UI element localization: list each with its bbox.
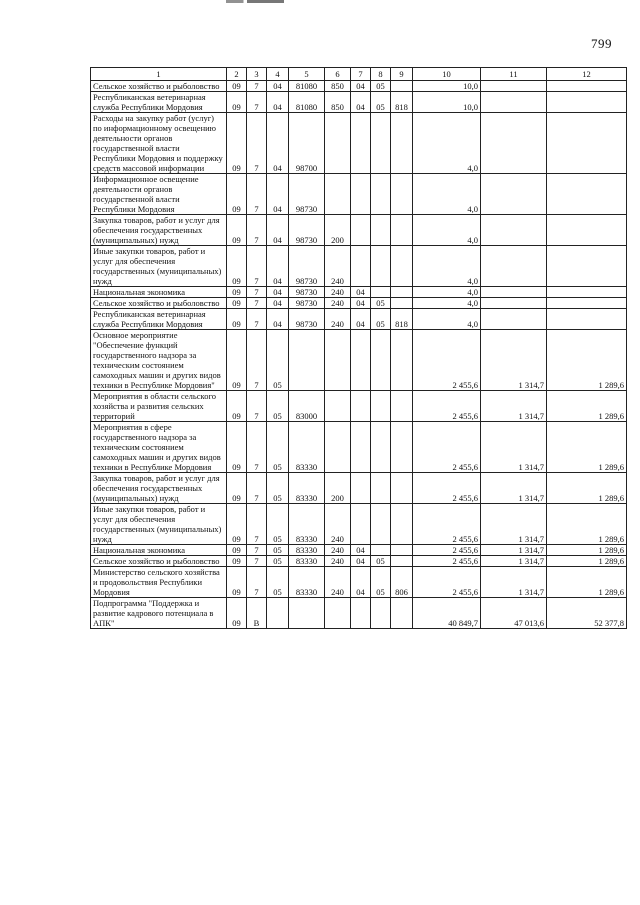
table-row xyxy=(91,298,627,309)
row-name-cell: Мероприятия в сфере государственного надзора за техническим состоянием самоходных машин и других видов техники в Республике Мордовия xyxy=(91,422,227,473)
row-value-cell: 200 xyxy=(325,473,351,504)
row-value-cell: 09 xyxy=(227,545,247,556)
row-value-cell: 83330 xyxy=(289,567,325,598)
row-name-cell: Подпрограмма "Поддержка и развитие кадрового потенциала в АПК" xyxy=(91,598,227,629)
row-value-cell xyxy=(371,113,391,174)
table-row xyxy=(91,81,627,92)
table-row xyxy=(91,174,627,215)
row-value-cell: 09 xyxy=(227,473,247,504)
col-header: 8 xyxy=(371,68,391,81)
row-value-cell xyxy=(351,504,371,545)
row-name-cell: Республиканская ветеринарная служба Республики Мордовия xyxy=(91,92,227,113)
row-value-cell: 05 xyxy=(267,330,289,391)
row-value-cell: 09 xyxy=(227,215,247,246)
row-value-cell: 05 xyxy=(267,504,289,545)
row-value-cell xyxy=(391,215,413,246)
row-value-cell xyxy=(371,598,391,629)
row-value-cell: 04 xyxy=(351,92,371,113)
row-value-cell: 818 xyxy=(391,309,413,330)
row-value-cell: 1 314,7 xyxy=(481,330,547,391)
row-value-cell: 4,0 xyxy=(413,287,481,298)
row-value-cell: 09 xyxy=(227,330,247,391)
row-value-cell: 240 xyxy=(325,567,351,598)
row-value-cell: 2 455,6 xyxy=(413,556,481,567)
row-value-cell: 04 xyxy=(351,545,371,556)
row-value-cell: 4,0 xyxy=(413,174,481,215)
row-value-cell xyxy=(351,391,371,422)
row-value-cell xyxy=(371,545,391,556)
row-value-cell: 05 xyxy=(371,309,391,330)
row-value-cell: 09 xyxy=(227,422,247,473)
row-value-cell: 850 xyxy=(325,92,351,113)
table-row xyxy=(91,113,627,174)
row-value-cell: 1 289,6 xyxy=(547,567,627,598)
row-value-cell: 240 xyxy=(325,309,351,330)
table-row xyxy=(91,330,627,391)
row-value-cell xyxy=(481,81,547,92)
row-value-cell: 2 455,6 xyxy=(413,422,481,473)
row-value-cell: 05 xyxy=(371,556,391,567)
row-value-cell: 05 xyxy=(267,391,289,422)
row-value-cell: 7 xyxy=(247,113,267,174)
row-value-cell: 09 xyxy=(227,298,247,309)
row-value-cell: 04 xyxy=(267,215,289,246)
row-value-cell: 04 xyxy=(351,556,371,567)
row-value-cell: 1 314,7 xyxy=(481,545,547,556)
row-value-cell: 7 xyxy=(247,391,267,422)
row-value-cell xyxy=(481,174,547,215)
row-value-cell: 7 xyxy=(247,567,267,598)
col-header: 5 xyxy=(289,68,325,81)
table-row xyxy=(91,567,627,598)
row-value-cell: 2 455,6 xyxy=(413,330,481,391)
row-value-cell: 09 xyxy=(227,113,247,174)
row-value-cell xyxy=(547,92,627,113)
row-value-cell: 7 xyxy=(247,330,267,391)
row-value-cell xyxy=(371,287,391,298)
row-value-cell xyxy=(391,113,413,174)
table-header-row xyxy=(91,68,627,81)
col-header: 2 xyxy=(227,68,247,81)
row-value-cell: 04 xyxy=(267,309,289,330)
row-value-cell: 240 xyxy=(325,298,351,309)
table-row xyxy=(91,391,627,422)
row-value-cell xyxy=(351,246,371,287)
budget-table xyxy=(90,67,627,629)
row-value-cell xyxy=(371,330,391,391)
row-value-cell: 09 xyxy=(227,287,247,298)
row-value-cell: В xyxy=(247,598,267,629)
row-value-cell: 10,0 xyxy=(413,92,481,113)
row-value-cell: 98730 xyxy=(289,246,325,287)
row-value-cell xyxy=(371,391,391,422)
row-value-cell xyxy=(351,174,371,215)
col-header: 4 xyxy=(267,68,289,81)
row-value-cell xyxy=(547,174,627,215)
row-name-cell: Иные закупки товаров, работ и услуг для обеспечения государственных (муниципальных) нужд xyxy=(91,504,227,545)
row-value-cell: 7 xyxy=(247,246,267,287)
row-value-cell xyxy=(325,598,351,629)
row-value-cell xyxy=(351,215,371,246)
row-value-cell: 09 xyxy=(227,246,247,287)
row-value-cell xyxy=(547,246,627,287)
row-value-cell xyxy=(547,309,627,330)
row-value-cell xyxy=(391,598,413,629)
row-name-cell: Мероприятия в области сельского хозяйства и развития сельских территорий xyxy=(91,391,227,422)
row-value-cell xyxy=(391,556,413,567)
row-value-cell xyxy=(267,598,289,629)
row-value-cell xyxy=(325,330,351,391)
row-name-cell: Закупка товаров, работ и услуг для обеспечения государственных (муниципальных) нужд xyxy=(91,473,227,504)
row-value-cell: 05 xyxy=(267,545,289,556)
row-value-cell: 04 xyxy=(267,92,289,113)
row-value-cell: 2 455,6 xyxy=(413,504,481,545)
row-value-cell: 4,0 xyxy=(413,215,481,246)
row-value-cell: 04 xyxy=(267,298,289,309)
row-value-cell xyxy=(391,473,413,504)
row-value-cell xyxy=(325,113,351,174)
row-value-cell: 98730 xyxy=(289,309,325,330)
row-value-cell xyxy=(391,174,413,215)
row-value-cell: 04 xyxy=(267,81,289,92)
row-value-cell: 04 xyxy=(267,246,289,287)
row-value-cell: 4,0 xyxy=(413,246,481,287)
col-header: 1 xyxy=(91,68,227,81)
row-value-cell: 09 xyxy=(227,556,247,567)
row-value-cell: 818 xyxy=(391,92,413,113)
row-value-cell: 7 xyxy=(247,504,267,545)
row-name-cell: Национальная экономика xyxy=(91,287,227,298)
row-value-cell: 7 xyxy=(247,556,267,567)
row-value-cell: 806 xyxy=(391,567,413,598)
row-value-cell: 7 xyxy=(247,287,267,298)
table-row xyxy=(91,92,627,113)
row-value-cell: 04 xyxy=(351,287,371,298)
row-value-cell: 7 xyxy=(247,545,267,556)
row-value-cell: 04 xyxy=(351,298,371,309)
row-value-cell: 83330 xyxy=(289,473,325,504)
row-value-cell xyxy=(325,174,351,215)
col-header: 3 xyxy=(247,68,267,81)
row-value-cell: 98730 xyxy=(289,215,325,246)
row-value-cell: 05 xyxy=(371,567,391,598)
row-value-cell: 05 xyxy=(267,473,289,504)
row-value-cell: 52 377,8 xyxy=(547,598,627,629)
row-value-cell: 2 455,6 xyxy=(413,545,481,556)
row-value-cell xyxy=(351,330,371,391)
row-value-cell: 81080 xyxy=(289,92,325,113)
row-value-cell: 1 289,6 xyxy=(547,504,627,545)
row-value-cell: 1 289,6 xyxy=(547,330,627,391)
row-value-cell: 1 289,6 xyxy=(547,473,627,504)
scan-artifact xyxy=(226,0,284,3)
table-row xyxy=(91,309,627,330)
row-value-cell: 05 xyxy=(267,567,289,598)
row-name-cell: Расходы на закупку работ (услуг) по информационному освещению деятельности органов государственной власти Республики Мордовия и поддержку средств массовой информации xyxy=(91,113,227,174)
row-value-cell xyxy=(547,81,627,92)
row-value-cell: 4,0 xyxy=(413,309,481,330)
row-value-cell: 83000 xyxy=(289,391,325,422)
page-number: 799 xyxy=(591,36,612,51)
row-value-cell xyxy=(371,246,391,287)
col-header: 12 xyxy=(547,68,627,81)
row-name-cell: Основное мероприятие "Обеспечение функций государственного надзора за техническим состоянием самоходных машин и других видов техники в Республике Мордовия" xyxy=(91,330,227,391)
row-value-cell: 1 289,6 xyxy=(547,545,627,556)
row-value-cell: 09 xyxy=(227,309,247,330)
row-value-cell: 4,0 xyxy=(413,113,481,174)
row-value-cell: 850 xyxy=(325,81,351,92)
row-value-cell xyxy=(481,113,547,174)
row-value-cell: 83330 xyxy=(289,422,325,473)
row-value-cell: 240 xyxy=(325,556,351,567)
row-value-cell: 7 xyxy=(247,298,267,309)
row-value-cell: 05 xyxy=(371,298,391,309)
row-name-cell: Министерство сельского хозяйства и продовольствия Республики Мордовия xyxy=(91,567,227,598)
table-row xyxy=(91,287,627,298)
row-value-cell: 47 013,6 xyxy=(481,598,547,629)
row-value-cell xyxy=(481,287,547,298)
row-value-cell: 05 xyxy=(371,81,391,92)
row-value-cell: 81080 xyxy=(289,81,325,92)
row-value-cell: 240 xyxy=(325,287,351,298)
row-value-cell: 09 xyxy=(227,174,247,215)
col-header: 6 xyxy=(325,68,351,81)
table-row xyxy=(91,215,627,246)
row-value-cell: 83330 xyxy=(289,504,325,545)
row-value-cell xyxy=(391,287,413,298)
row-value-cell: 05 xyxy=(267,556,289,567)
row-value-cell xyxy=(481,92,547,113)
row-value-cell xyxy=(391,504,413,545)
col-header: 7 xyxy=(351,68,371,81)
row-value-cell: 83330 xyxy=(289,545,325,556)
col-header: 10 xyxy=(413,68,481,81)
row-value-cell xyxy=(325,391,351,422)
row-value-cell: 1 314,7 xyxy=(481,422,547,473)
row-value-cell: 4,0 xyxy=(413,298,481,309)
row-value-cell: 05 xyxy=(371,92,391,113)
row-value-cell: 1 314,7 xyxy=(481,473,547,504)
row-value-cell: 40 849,7 xyxy=(413,598,481,629)
row-value-cell xyxy=(391,391,413,422)
row-value-cell: 7 xyxy=(247,309,267,330)
row-value-cell: 04 xyxy=(351,81,371,92)
row-value-cell xyxy=(547,298,627,309)
row-value-cell: 04 xyxy=(351,567,371,598)
row-value-cell: 2 455,6 xyxy=(413,391,481,422)
row-value-cell xyxy=(289,330,325,391)
row-value-cell xyxy=(371,504,391,545)
row-value-cell: 1 314,7 xyxy=(481,391,547,422)
row-value-cell xyxy=(481,246,547,287)
col-header: 11 xyxy=(481,68,547,81)
row-value-cell xyxy=(289,598,325,629)
table-row xyxy=(91,473,627,504)
row-value-cell xyxy=(351,422,371,473)
row-value-cell xyxy=(391,330,413,391)
row-name-cell: Национальная экономика xyxy=(91,545,227,556)
table-row xyxy=(91,545,627,556)
row-value-cell: 04 xyxy=(267,287,289,298)
row-value-cell: 09 xyxy=(227,81,247,92)
row-value-cell: 09 xyxy=(227,598,247,629)
row-value-cell xyxy=(547,113,627,174)
row-value-cell: 10,0 xyxy=(413,81,481,92)
row-value-cell xyxy=(481,298,547,309)
row-value-cell: 09 xyxy=(227,92,247,113)
row-value-cell: 1 289,6 xyxy=(547,391,627,422)
table-body xyxy=(91,81,627,629)
row-name-cell: Сельское хозяйство и рыболовство xyxy=(91,81,227,92)
row-name-cell: Иные закупки товаров, работ и услуг для обеспечения государственных (муниципальных) нужд xyxy=(91,246,227,287)
row-value-cell xyxy=(325,422,351,473)
row-value-cell xyxy=(391,246,413,287)
row-name-cell: Республиканская ветеринарная служба Республики Мордовия xyxy=(91,309,227,330)
row-name-cell: Сельское хозяйство и рыболовство xyxy=(91,556,227,567)
row-value-cell: 7 xyxy=(247,174,267,215)
row-value-cell: 240 xyxy=(325,246,351,287)
row-value-cell: 04 xyxy=(351,309,371,330)
row-value-cell: 240 xyxy=(325,504,351,545)
row-value-cell: 04 xyxy=(267,174,289,215)
row-value-cell: 1 314,7 xyxy=(481,556,547,567)
table-row xyxy=(91,422,627,473)
row-value-cell: 1 314,7 xyxy=(481,504,547,545)
row-value-cell: 2 455,6 xyxy=(413,567,481,598)
row-value-cell: 98730 xyxy=(289,287,325,298)
row-value-cell xyxy=(371,174,391,215)
row-value-cell: 7 xyxy=(247,215,267,246)
row-value-cell xyxy=(391,81,413,92)
row-value-cell xyxy=(391,545,413,556)
row-value-cell: 7 xyxy=(247,422,267,473)
table-row xyxy=(91,504,627,545)
row-value-cell: 1 314,7 xyxy=(481,567,547,598)
row-value-cell: 98700 xyxy=(289,113,325,174)
row-value-cell: 09 xyxy=(227,504,247,545)
row-value-cell xyxy=(371,473,391,504)
row-value-cell: 05 xyxy=(267,422,289,473)
row-value-cell: 240 xyxy=(325,545,351,556)
row-value-cell: 1 289,6 xyxy=(547,556,627,567)
row-value-cell xyxy=(351,473,371,504)
row-value-cell: 98730 xyxy=(289,298,325,309)
row-value-cell xyxy=(547,287,627,298)
row-value-cell: 04 xyxy=(267,113,289,174)
table-row xyxy=(91,556,627,567)
row-name-cell: Закупка товаров, работ и услуг для обеспечения государственных (муниципальных) нужд xyxy=(91,215,227,246)
row-name-cell: Сельское хозяйство и рыболовство xyxy=(91,298,227,309)
row-value-cell xyxy=(391,298,413,309)
row-value-cell: 09 xyxy=(227,567,247,598)
table-row xyxy=(91,246,627,287)
row-value-cell: 98730 xyxy=(289,174,325,215)
row-value-cell xyxy=(351,598,371,629)
row-value-cell xyxy=(547,215,627,246)
row-value-cell xyxy=(391,422,413,473)
row-name-cell: Информационное освещение деятельности органов государственной власти Республики Мордовия xyxy=(91,174,227,215)
row-value-cell: 7 xyxy=(247,81,267,92)
row-value-cell: 09 xyxy=(227,391,247,422)
row-value-cell: 1 289,6 xyxy=(547,422,627,473)
col-header: 9 xyxy=(391,68,413,81)
row-value-cell xyxy=(351,113,371,174)
row-value-cell: 2 455,6 xyxy=(413,473,481,504)
row-value-cell xyxy=(371,215,391,246)
row-value-cell: 83330 xyxy=(289,556,325,567)
table-row xyxy=(91,598,627,629)
row-value-cell: 7 xyxy=(247,473,267,504)
row-value-cell: 7 xyxy=(247,92,267,113)
row-value-cell xyxy=(371,422,391,473)
row-value-cell xyxy=(481,309,547,330)
row-value-cell: 200 xyxy=(325,215,351,246)
row-value-cell xyxy=(481,215,547,246)
